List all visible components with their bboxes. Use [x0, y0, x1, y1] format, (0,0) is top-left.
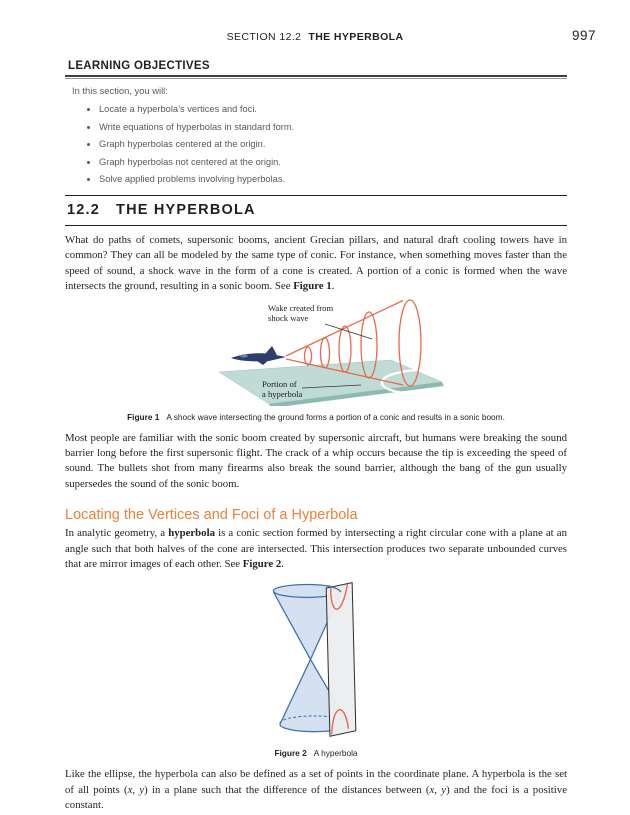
portion-label-line1: Portion of	[262, 378, 297, 389]
coordinate-pair: x, y	[429, 783, 447, 796]
running-head-title	[0, 31, 630, 43]
portion-label-line2: a hyperbola	[262, 388, 303, 399]
learning-objectives-list	[65, 104, 567, 184]
paragraph-text: In analytic geometry, a	[65, 527, 169, 540]
page-number: 997	[571, 28, 596, 43]
objective-item: • Graph hyperbolas centered at the origin.	[99, 139, 567, 149]
section-number: 12.2	[67, 202, 101, 218]
hyperbola-keyword: hyperbola	[168, 527, 215, 540]
figure1-reference: Figure 1	[293, 280, 332, 293]
figure1-caption-text: A shock wave intersecting the ground forms a portion of a conic and results in a sonic boom.	[166, 411, 505, 422]
subheading-locating-vertices-foci: Locating the Vertices and Foci of a Hyperbola	[65, 507, 358, 524]
running-head-section-number: SECTION 12.2	[226, 31, 302, 43]
section-heading	[65, 195, 567, 226]
figure2	[254, 578, 379, 745]
coordinate-pair: x, y	[127, 783, 145, 796]
paragraph-text: .	[331, 280, 335, 293]
paragraph-text: What do paths of comets, supersonic booms, ancient Grecian pillars, and natural draft cooling towers have in common? They can all be modeled by the same type of conic. For instance, when something moves faster than the speed of sound, a shock wave in the form of a cone is created. A portion of a conic is formed when the wave intersects the ground, resulting in a sonic boom. See	[65, 234, 567, 293]
figure1-caption	[65, 412, 567, 422]
learning-objectives-intro: In this section, you will:	[72, 85, 168, 96]
figure1-illustration	[205, 298, 455, 406]
objective-item: • Solve applied problems involving hyperbolas.	[99, 174, 567, 184]
paragraph-intro	[65, 233, 567, 295]
objective-item: • Locate a hyperbola’s vertices and foci.	[99, 104, 567, 114]
paragraph-text: ) in a plane such that the difference of the distances between (	[144, 783, 430, 796]
paragraph-text: ) and the foci is a positive constant.	[65, 783, 567, 812]
paragraph-text: Like the ellipse, the hyperbola can also be defined as a set of points in the coordinate plane. A hyperbola is the set of all points (	[65, 768, 567, 796]
paragraph-text: is a conic section formed by intersecting a right circular cone with a plane at an angle such that both halves of the cone are intersected. This intersection produces two separate unbounded curves that are mirror images of each other. See	[65, 527, 567, 571]
objective-item: • Write equations of hyperbolas in standard form.	[99, 122, 567, 132]
figure2-caption-text: A hyperbola	[313, 748, 358, 759]
figure2-caption-label: Figure 2	[274, 748, 307, 759]
figure2-caption	[65, 748, 567, 758]
paragraph-sonic-boom: Most people are familiar with the sonic boom created by supersonic aircraft, but humans were breaking the sound barrier long before the first supersonic flight. The crack of a whip occurs because the tip is exceeding the speed of sound. The bullets shot from many firearms also break the sound barrier, although the bang of the gun usually supersedes the sound of the sonic boom.	[65, 431, 567, 490]
figure2-illustration	[254, 578, 379, 740]
wake-label-line1: Wake created from	[268, 302, 334, 313]
figure1-caption-label: Figure 1	[127, 411, 160, 422]
section-title: THE HYPERBOLA	[116, 202, 256, 218]
running-head-section-title: THE HYPERBOLA	[308, 31, 404, 43]
figure1	[205, 298, 455, 411]
paragraph-text: .	[281, 558, 284, 571]
paragraph-set-definition	[65, 767, 567, 813]
page-content	[65, 60, 567, 814]
objective-item: • Graph hyperbolas not centered at the origin.	[99, 157, 567, 167]
paragraph-definition	[65, 526, 567, 572]
learning-objectives-box	[65, 60, 567, 184]
wake-label-line2: shock wave	[268, 312, 309, 323]
running-head	[0, 0, 630, 52]
jet-icon	[231, 346, 286, 365]
figure2-reference: Figure 2	[242, 558, 282, 571]
learning-objectives-title: LEARNING OBJECTIVES	[68, 60, 210, 72]
